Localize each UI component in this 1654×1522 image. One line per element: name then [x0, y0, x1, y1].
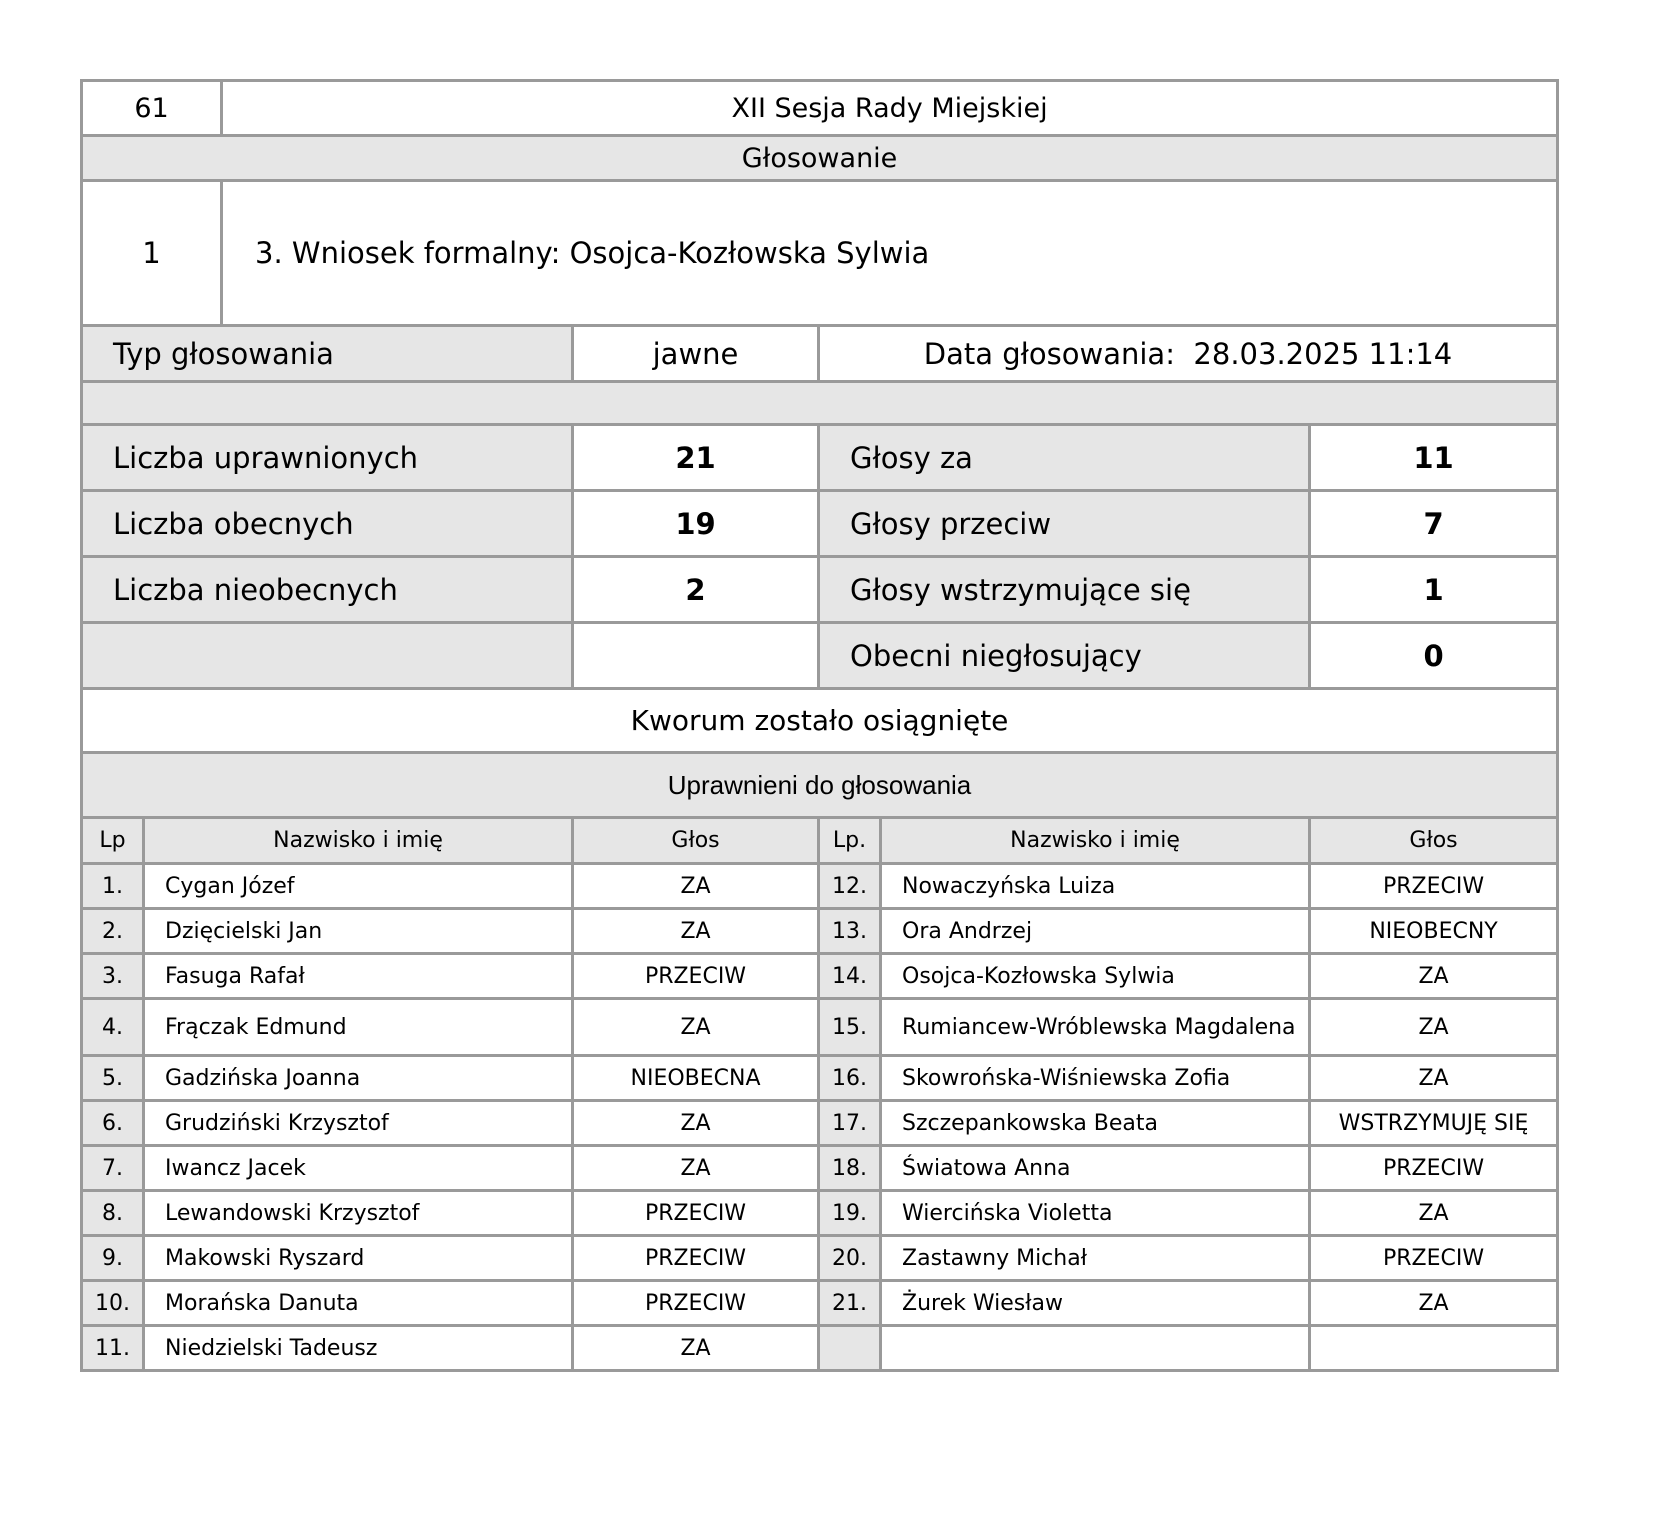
voter-name	[881, 1326, 1310, 1371]
header-lp-left: Lp	[82, 818, 144, 864]
voter-name: Szczepankowska Beata	[881, 1101, 1310, 1146]
eligible-label: Liczba uprawnionych	[82, 425, 573, 491]
vote-date-value: 28.03.2025 11:14	[1193, 336, 1453, 371]
nonvoting-value: 0	[1310, 623, 1558, 689]
voter-lp: 13.	[819, 909, 881, 954]
voter-lp: 8.	[82, 1191, 144, 1236]
voter-vote: ZA	[573, 1101, 819, 1146]
voter-name: Dzięcielski Jan	[144, 909, 573, 954]
voter-lp: 21.	[819, 1281, 881, 1326]
voter-name: Wiercińska Violetta	[881, 1191, 1310, 1236]
voter-lp: 4.	[82, 999, 144, 1056]
vote-date-label: Data głosowania:	[923, 336, 1175, 371]
table-row	[82, 1146, 1558, 1191]
empty-cell	[573, 623, 819, 689]
eligible-value: 21	[573, 425, 819, 491]
spacer-row	[82, 382, 1558, 425]
voter-name: Światowa Anna	[881, 1146, 1310, 1191]
voter-vote: ZA	[573, 864, 819, 909]
voter-name: Skowrońska-Wiśniewska Zofia	[881, 1056, 1310, 1101]
voter-vote: PRZECIW	[573, 1236, 819, 1281]
voter-name: Ora Andrzej	[881, 909, 1310, 954]
voter-lp: 10.	[82, 1281, 144, 1326]
voter-lp	[819, 1326, 881, 1371]
voter-lp: 19.	[819, 1191, 881, 1236]
table-row	[82, 1281, 1558, 1326]
voter-vote: PRZECIW	[573, 1191, 819, 1236]
table-row	[82, 999, 1558, 1056]
table-row	[82, 909, 1558, 954]
voting-document	[80, 79, 1556, 1372]
voter-vote: ZA	[1310, 954, 1558, 999]
table-row	[82, 1191, 1558, 1236]
voter-name: Gadzińska Joanna	[144, 1056, 573, 1101]
voter-lp: 3.	[82, 954, 144, 999]
header-vote-right: Głos	[1310, 818, 1558, 864]
header-name-left: Nazwisko i imię	[144, 818, 573, 864]
nonvoting-label: Obecni niegłosujący	[819, 623, 1310, 689]
voter-lp: 11.	[82, 1326, 144, 1371]
table-row	[82, 1236, 1558, 1281]
voter-vote: ZA	[1310, 999, 1558, 1056]
voter-lp: 1.	[82, 864, 144, 909]
section-title: Głosowanie	[82, 136, 1558, 181]
voter-vote: PRZECIW	[1310, 1236, 1558, 1281]
item-title: 3. Wniosek formalny: Osojca-Kozłowska Sylwia	[222, 181, 1558, 326]
voter-name: Niedzielski Tadeusz	[144, 1326, 573, 1371]
voter-name: Grudziński Krzysztof	[144, 1101, 573, 1146]
against-value: 7	[1310, 491, 1558, 557]
for-label: Głosy za	[819, 425, 1310, 491]
voter-lp: 17.	[819, 1101, 881, 1146]
voter-name: Fasuga Rafał	[144, 954, 573, 999]
present-value: 19	[573, 491, 819, 557]
table-row	[82, 1101, 1558, 1146]
voter-lp: 14.	[819, 954, 881, 999]
voter-vote: ZA	[573, 1326, 819, 1371]
voter-vote: ZA	[573, 999, 819, 1056]
voter-vote: ZA	[573, 1146, 819, 1191]
voter-lp: 2.	[82, 909, 144, 954]
voter-vote: PRZECIW	[573, 954, 819, 999]
session-title: XII Sesja Rady Miejskiej	[222, 81, 1558, 136]
quorum-status: Kworum zostało osiągnięte	[82, 689, 1558, 753]
table-row	[82, 954, 1558, 999]
abstain-value: 1	[1310, 557, 1558, 623]
present-label: Liczba obecnych	[82, 491, 573, 557]
vote-type-label: Typ głosowania	[82, 326, 573, 382]
against-label: Głosy przeciw	[819, 491, 1310, 557]
voter-lp: 5.	[82, 1056, 144, 1101]
for-value: 11	[1310, 425, 1558, 491]
voter-name: Żurek Wiesław	[881, 1281, 1310, 1326]
voter-name: Makowski Ryszard	[144, 1236, 573, 1281]
voter-name: Lewandowski Krzysztof	[144, 1191, 573, 1236]
voter-lp: 7.	[82, 1146, 144, 1191]
voter-name: Frączak Edmund	[144, 999, 573, 1056]
voter-vote: ZA	[1310, 1281, 1558, 1326]
voter-lp: 16.	[819, 1056, 881, 1101]
empty-cell	[82, 623, 573, 689]
voter-lp: 15.	[819, 999, 881, 1056]
voter-vote: NIEOBECNA	[573, 1056, 819, 1101]
voter-rows	[82, 864, 1558, 1371]
table-row	[82, 1326, 1558, 1371]
voter-vote: NIEOBECNY	[1310, 909, 1558, 954]
vote-date	[819, 326, 1558, 382]
table-row	[82, 1056, 1558, 1101]
header-vote-left: Głos	[573, 818, 819, 864]
voter-name: Nowaczyńska Luiza	[881, 864, 1310, 909]
voter-vote: ZA	[1310, 1056, 1558, 1101]
voters-title: Uprawnieni do głosowania	[82, 753, 1558, 818]
voting-summary-table	[80, 79, 1559, 1372]
item-number: 1	[82, 181, 222, 326]
voter-vote: WSTRZYMUJĘ SIĘ	[1310, 1101, 1558, 1146]
voter-name: Morańska Danuta	[144, 1281, 573, 1326]
abstain-label: Głosy wstrzymujące się	[819, 557, 1310, 623]
voter-lp: 12.	[819, 864, 881, 909]
vote-type-value: jawne	[573, 326, 819, 382]
voter-vote: ZA	[573, 909, 819, 954]
header-lp-right: Lp.	[819, 818, 881, 864]
table-row	[82, 864, 1558, 909]
session-number: 61	[82, 81, 222, 136]
absent-value: 2	[573, 557, 819, 623]
voter-name: Osojca-Kozłowska Sylwia	[881, 954, 1310, 999]
voter-lp: 6.	[82, 1101, 144, 1146]
voter-vote	[1310, 1326, 1558, 1371]
voter-name: Iwancz Jacek	[144, 1146, 573, 1191]
voter-name: Rumiancew-Wróblewska Magdalena	[881, 999, 1310, 1056]
voter-name: Zastawny Michał	[881, 1236, 1310, 1281]
voter-lp: 18.	[819, 1146, 881, 1191]
voter-vote: ZA	[1310, 1191, 1558, 1236]
header-name-right: Nazwisko i imię	[881, 818, 1310, 864]
voter-name: Cygan Józef	[144, 864, 573, 909]
voter-vote: PRZECIW	[1310, 1146, 1558, 1191]
voter-vote: PRZECIW	[1310, 864, 1558, 909]
absent-label: Liczba nieobecnych	[82, 557, 573, 623]
voter-lp: 9.	[82, 1236, 144, 1281]
voter-lp: 20.	[819, 1236, 881, 1281]
voter-vote: PRZECIW	[573, 1281, 819, 1326]
